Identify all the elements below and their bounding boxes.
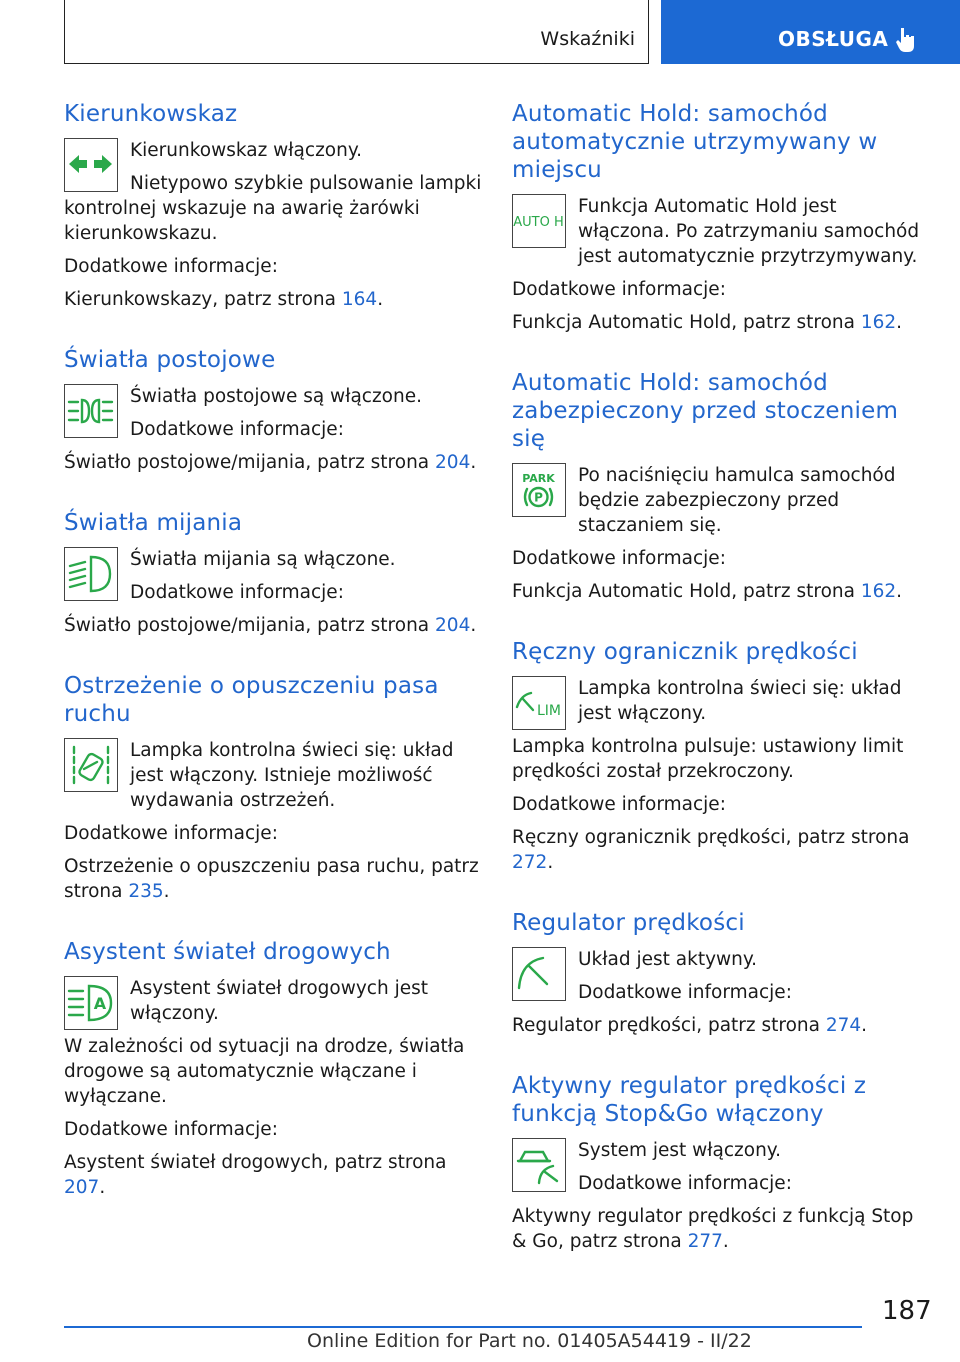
- section-active-cruise: [512, 1072, 932, 1262]
- paragraph-text: Po naciśnięciu hamulca samochód będzie zabezpieczony przed staczaniem się.: [578, 465, 896, 536]
- body-paragraph: [64, 417, 484, 442]
- paragraph-text: Lampka kontrolna świeci się: układ jest włączony. Istnieje możliwość wydawania ostrzeżeń.: [130, 740, 454, 811]
- cruise-control-icon: [512, 947, 566, 1001]
- low-beam-icon: [64, 547, 118, 601]
- section-low-beam: [64, 509, 484, 646]
- section-heading: Automatic Hold: samochód zabezpieczony przed stoczeniem się: [512, 370, 899, 452]
- auto-hold-icon-label: AUTO H: [513, 215, 564, 230]
- page-reference-link[interactable]: 162: [860, 581, 897, 602]
- section-heading: Asystent świateł drogowych: [64, 939, 391, 965]
- paragraph-text: Dodatkowe informacje:: [512, 279, 726, 300]
- paragraph-text: Dodatkowe informacje:: [512, 548, 726, 569]
- section-parking-lights: [64, 346, 484, 483]
- parking-lights-icon: [64, 384, 118, 438]
- reference-paragraph: [64, 287, 484, 312]
- paragraph-text: Lampka kontrolna świeci się: układ jest włączony.: [578, 678, 902, 724]
- reference-paragraph: [64, 854, 484, 904]
- paragraph-text: Dodatkowe informacje:: [64, 256, 278, 277]
- section-speed-limiter: [512, 638, 932, 883]
- paragraph-text: Kierunkowskaz włączony.: [130, 140, 363, 161]
- footer-edition-text: Online Edition for Part no. 01405A54419 - II/22: [307, 1330, 752, 1352]
- high-beam-assist-letter: A: [93, 994, 107, 1013]
- paragraph-text: Funkcja Automatic Hold, patrz strona: [512, 312, 861, 333]
- paragraph-suffix: .: [163, 881, 170, 902]
- reference-paragraph: [64, 450, 484, 475]
- body-paragraph: [64, 976, 484, 1026]
- paragraph-text: Lampka kontrolna pulsuje: ustawiony limit prędkości został przekroczony.: [512, 736, 904, 782]
- page-reference-link[interactable]: 204: [435, 452, 471, 473]
- body-paragraph: [64, 1034, 484, 1109]
- paragraph-text: Dodatkowe informacje:: [512, 794, 726, 815]
- paragraph-text: Światła mijania są włączone.: [130, 549, 396, 570]
- paragraph-text: Światła postojowe są włączone.: [130, 386, 422, 407]
- header-section-box: [64, 0, 649, 64]
- paragraph-text: Światło postojowe/mijania, patrz strona: [64, 615, 436, 636]
- body-paragraph: [512, 1171, 932, 1196]
- body-paragraph: [512, 546, 932, 571]
- hand-pointer-icon: [895, 26, 917, 58]
- reference-paragraph: [512, 1013, 932, 1038]
- section-lane-departure: [64, 672, 484, 912]
- section-heading: Ostrzeżenie o opuszczeniu pasa ruchu: [64, 673, 439, 727]
- section-heading: Automatic Hold: samochód automatycznie utrzymywany w miejscu: [512, 101, 878, 183]
- paragraph-text: Aktywny regulator prędkości z funkcją Stop & Go, patrz strona: [512, 1206, 914, 1252]
- paragraph-text: Dodatkowe informacje:: [64, 823, 278, 844]
- section-heading: Regulator prędkości: [512, 910, 745, 936]
- right-column: [512, 100, 932, 1288]
- body-paragraph: [64, 171, 484, 246]
- paragraph-text: Nietypowo szybkie pulsowanie lampki kontrolnej wskazuje na awarię żarówki kierunkowskazu.: [64, 173, 482, 244]
- paragraph-suffix: .: [722, 1231, 729, 1252]
- paragraph-text: W zależności od sytuacji na drodze, światła drogowe są automatycznie włączane i wyłączane.: [64, 1036, 465, 1107]
- park-brake-icon: [512, 463, 566, 517]
- page-reference-link[interactable]: 164: [341, 289, 378, 310]
- paragraph-text: Asystent świateł drogowych, patrz strona: [64, 1152, 447, 1173]
- page-number: 187: [882, 1296, 932, 1326]
- park-icon-letter: P: [534, 490, 543, 505]
- paragraph-text: Asystent świateł drogowych jest włączony.: [130, 978, 428, 1024]
- paragraph-text: Układ jest aktywny.: [578, 949, 758, 970]
- page-reference-link[interactable]: 277: [687, 1231, 723, 1252]
- section-high-beam-assist: [64, 938, 484, 1208]
- body-paragraph: [512, 277, 932, 302]
- auto-hold-icon: [512, 194, 566, 248]
- body-paragraph: [512, 1138, 932, 1163]
- paragraph-text: Ostrzeżenie o opuszczeniu pasa ruchu, patrz strona: [64, 856, 479, 902]
- active-cruise-icon: [512, 1138, 566, 1192]
- left-column: [64, 100, 484, 1234]
- section-turn-signal: [64, 100, 484, 320]
- paragraph-text: Funkcja Automatic Hold jest włączona. Po zatrzymaniu samochód jest automatycznie przytrzymywany.: [578, 196, 920, 267]
- body-paragraph: [64, 138, 484, 163]
- paragraph-suffix: .: [861, 1015, 868, 1036]
- page-reference-link[interactable]: 207: [64, 1177, 100, 1198]
- paragraph-text: Dodatkowe informacje:: [64, 1119, 278, 1140]
- speed-limiter-icon-label: LIM: [536, 703, 562, 719]
- paragraph-suffix: .: [896, 581, 903, 602]
- body-paragraph: [512, 463, 932, 538]
- paragraph-text: Dodatkowe informacje:: [130, 419, 344, 440]
- body-paragraph: [64, 384, 484, 409]
- body-paragraph: [512, 947, 932, 972]
- section-heading: Ręczny ogranicznik prędkości: [512, 639, 858, 665]
- header-section-label: Wskaźniki: [540, 28, 635, 50]
- page-header: [0, 0, 960, 66]
- turn-signal-icon: [64, 138, 118, 192]
- body-paragraph: [512, 792, 932, 817]
- paragraph-text: Regulator prędkości, patrz strona: [512, 1015, 826, 1036]
- paragraph-suffix: .: [377, 289, 384, 310]
- paragraph-text: Ręczny ogranicznik prędkości, patrz strona: [512, 827, 910, 848]
- section-heading: Światła postojowe: [64, 347, 276, 373]
- header-chapter-tab[interactable]: [661, 0, 960, 64]
- paragraph-text: Światło postojowe/mijania, patrz strona: [64, 452, 436, 473]
- page-reference-link[interactable]: 235: [128, 881, 164, 902]
- section-auto-hold: [512, 100, 932, 343]
- footer-divider: [64, 1326, 862, 1328]
- reference-paragraph: [512, 1204, 932, 1254]
- section-cruise-control: [512, 909, 932, 1046]
- body-paragraph: [64, 1117, 484, 1142]
- body-paragraph: [64, 821, 484, 846]
- section-park-brake: [512, 369, 932, 612]
- paragraph-suffix: .: [896, 312, 903, 333]
- park-icon-label: PARK: [522, 472, 555, 485]
- page-reference-link[interactable]: 162: [860, 312, 897, 333]
- body-paragraph: [512, 980, 932, 1005]
- paragraph-suffix: .: [99, 1177, 106, 1198]
- page-reference-link[interactable]: 274: [825, 1015, 862, 1036]
- body-paragraph: [512, 734, 932, 784]
- reference-paragraph: [512, 310, 932, 335]
- section-heading: Aktywny regulator prędkości z funkcją Stop&Go włączony: [512, 1073, 867, 1127]
- paragraph-text: Funkcja Automatic Hold, patrz strona: [512, 581, 861, 602]
- section-heading: Kierunkowskaz: [64, 101, 238, 127]
- paragraph-text: Dodatkowe informacje:: [578, 1173, 792, 1194]
- paragraph-text: Kierunkowskazy, patrz strona: [64, 289, 342, 310]
- high-beam-assist-icon: [64, 976, 118, 1030]
- body-paragraph: [512, 676, 932, 726]
- page-reference-link[interactable]: 204: [435, 615, 471, 636]
- paragraph-suffix: .: [470, 452, 477, 473]
- reference-paragraph: [512, 579, 932, 604]
- paragraph-text: Dodatkowe informacje:: [578, 982, 792, 1003]
- header-chapter-label: OBSŁUGA: [778, 27, 889, 51]
- reference-paragraph: [512, 825, 932, 875]
- body-paragraph: [64, 580, 484, 605]
- reference-paragraph: [64, 1150, 484, 1200]
- body-paragraph: [64, 738, 484, 813]
- speed-limiter-icon: [512, 676, 566, 730]
- body-paragraph: [64, 254, 484, 279]
- body-paragraph: [512, 194, 932, 269]
- paragraph-suffix: .: [547, 852, 554, 873]
- reference-paragraph: [64, 613, 484, 638]
- lane-departure-icon: [64, 738, 118, 792]
- paragraph-suffix: .: [470, 615, 477, 636]
- paragraph-text: Dodatkowe informacje:: [130, 582, 344, 603]
- body-paragraph: [64, 547, 484, 572]
- paragraph-text: System jest włączony.: [578, 1140, 782, 1161]
- page-reference-link[interactable]: 272: [512, 852, 548, 873]
- section-heading: Światła mijania: [64, 510, 243, 536]
